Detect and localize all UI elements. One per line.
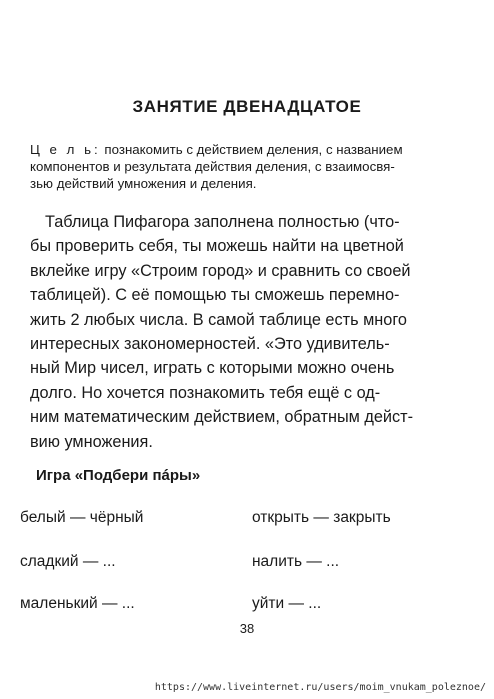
goal-line-1 xyxy=(30,141,470,158)
lesson-title: ЗАНЯТИЕ ДВЕНАДЦАТОЕ xyxy=(132,97,362,116)
paragraph-line: таблицей). С её помощью ты сможешь перемно- xyxy=(30,286,400,305)
pair-left-1: белый — чёрный xyxy=(20,509,144,526)
goal-line-3: зью действий умножения и деления. xyxy=(30,176,257,191)
lesson-goal xyxy=(30,141,470,192)
source-url[interactable]: https://www.liveinternet.ru/users/moim_vnukam_poleznoe/ xyxy=(154,682,486,693)
goal-text-1: познакомить с действием деления, с названием xyxy=(104,142,403,157)
paragraph-line: вию умножения. xyxy=(30,432,153,451)
page-number: 38 xyxy=(239,621,255,636)
pair-right-1: открыть — закрыть xyxy=(252,509,391,526)
pair-right-3: уйти — ... xyxy=(252,595,322,612)
paragraph-line: бы проверить себя, ты можешь найти на цветной xyxy=(30,237,404,256)
paragraph-line: жить 2 любых числа. В самой таблице есть много xyxy=(30,310,407,329)
paragraph-line: интересных закономерностей. «Это удивитель- xyxy=(30,335,390,354)
paragraph-line: долго. Но хочется познакомить тебя ещё с од- xyxy=(30,383,381,402)
pair-left-3: маленький — ... xyxy=(20,595,135,612)
lesson-paragraph xyxy=(30,210,470,454)
goal-line-2: компонентов и результата действия деления, с взаимосвя- xyxy=(30,159,395,174)
paragraph-line: Таблица Пифагора заполнена полностью (что- xyxy=(45,213,400,231)
goal-label: Ц е л ь: xyxy=(30,142,101,157)
pair-right-2: налить — ... xyxy=(252,553,340,570)
paragraph-line: вклейке игру «Строим город» и сравнить со своей xyxy=(30,261,411,280)
game-title: Игра «Подбери пáры» xyxy=(36,467,201,484)
pair-left-2: сладкий — ... xyxy=(20,553,116,570)
paragraph-line: ный Мир чисел, играть с которыми можно очень xyxy=(30,359,395,378)
paragraph-line: ним математическим действием, обратным дейст- xyxy=(30,408,414,427)
